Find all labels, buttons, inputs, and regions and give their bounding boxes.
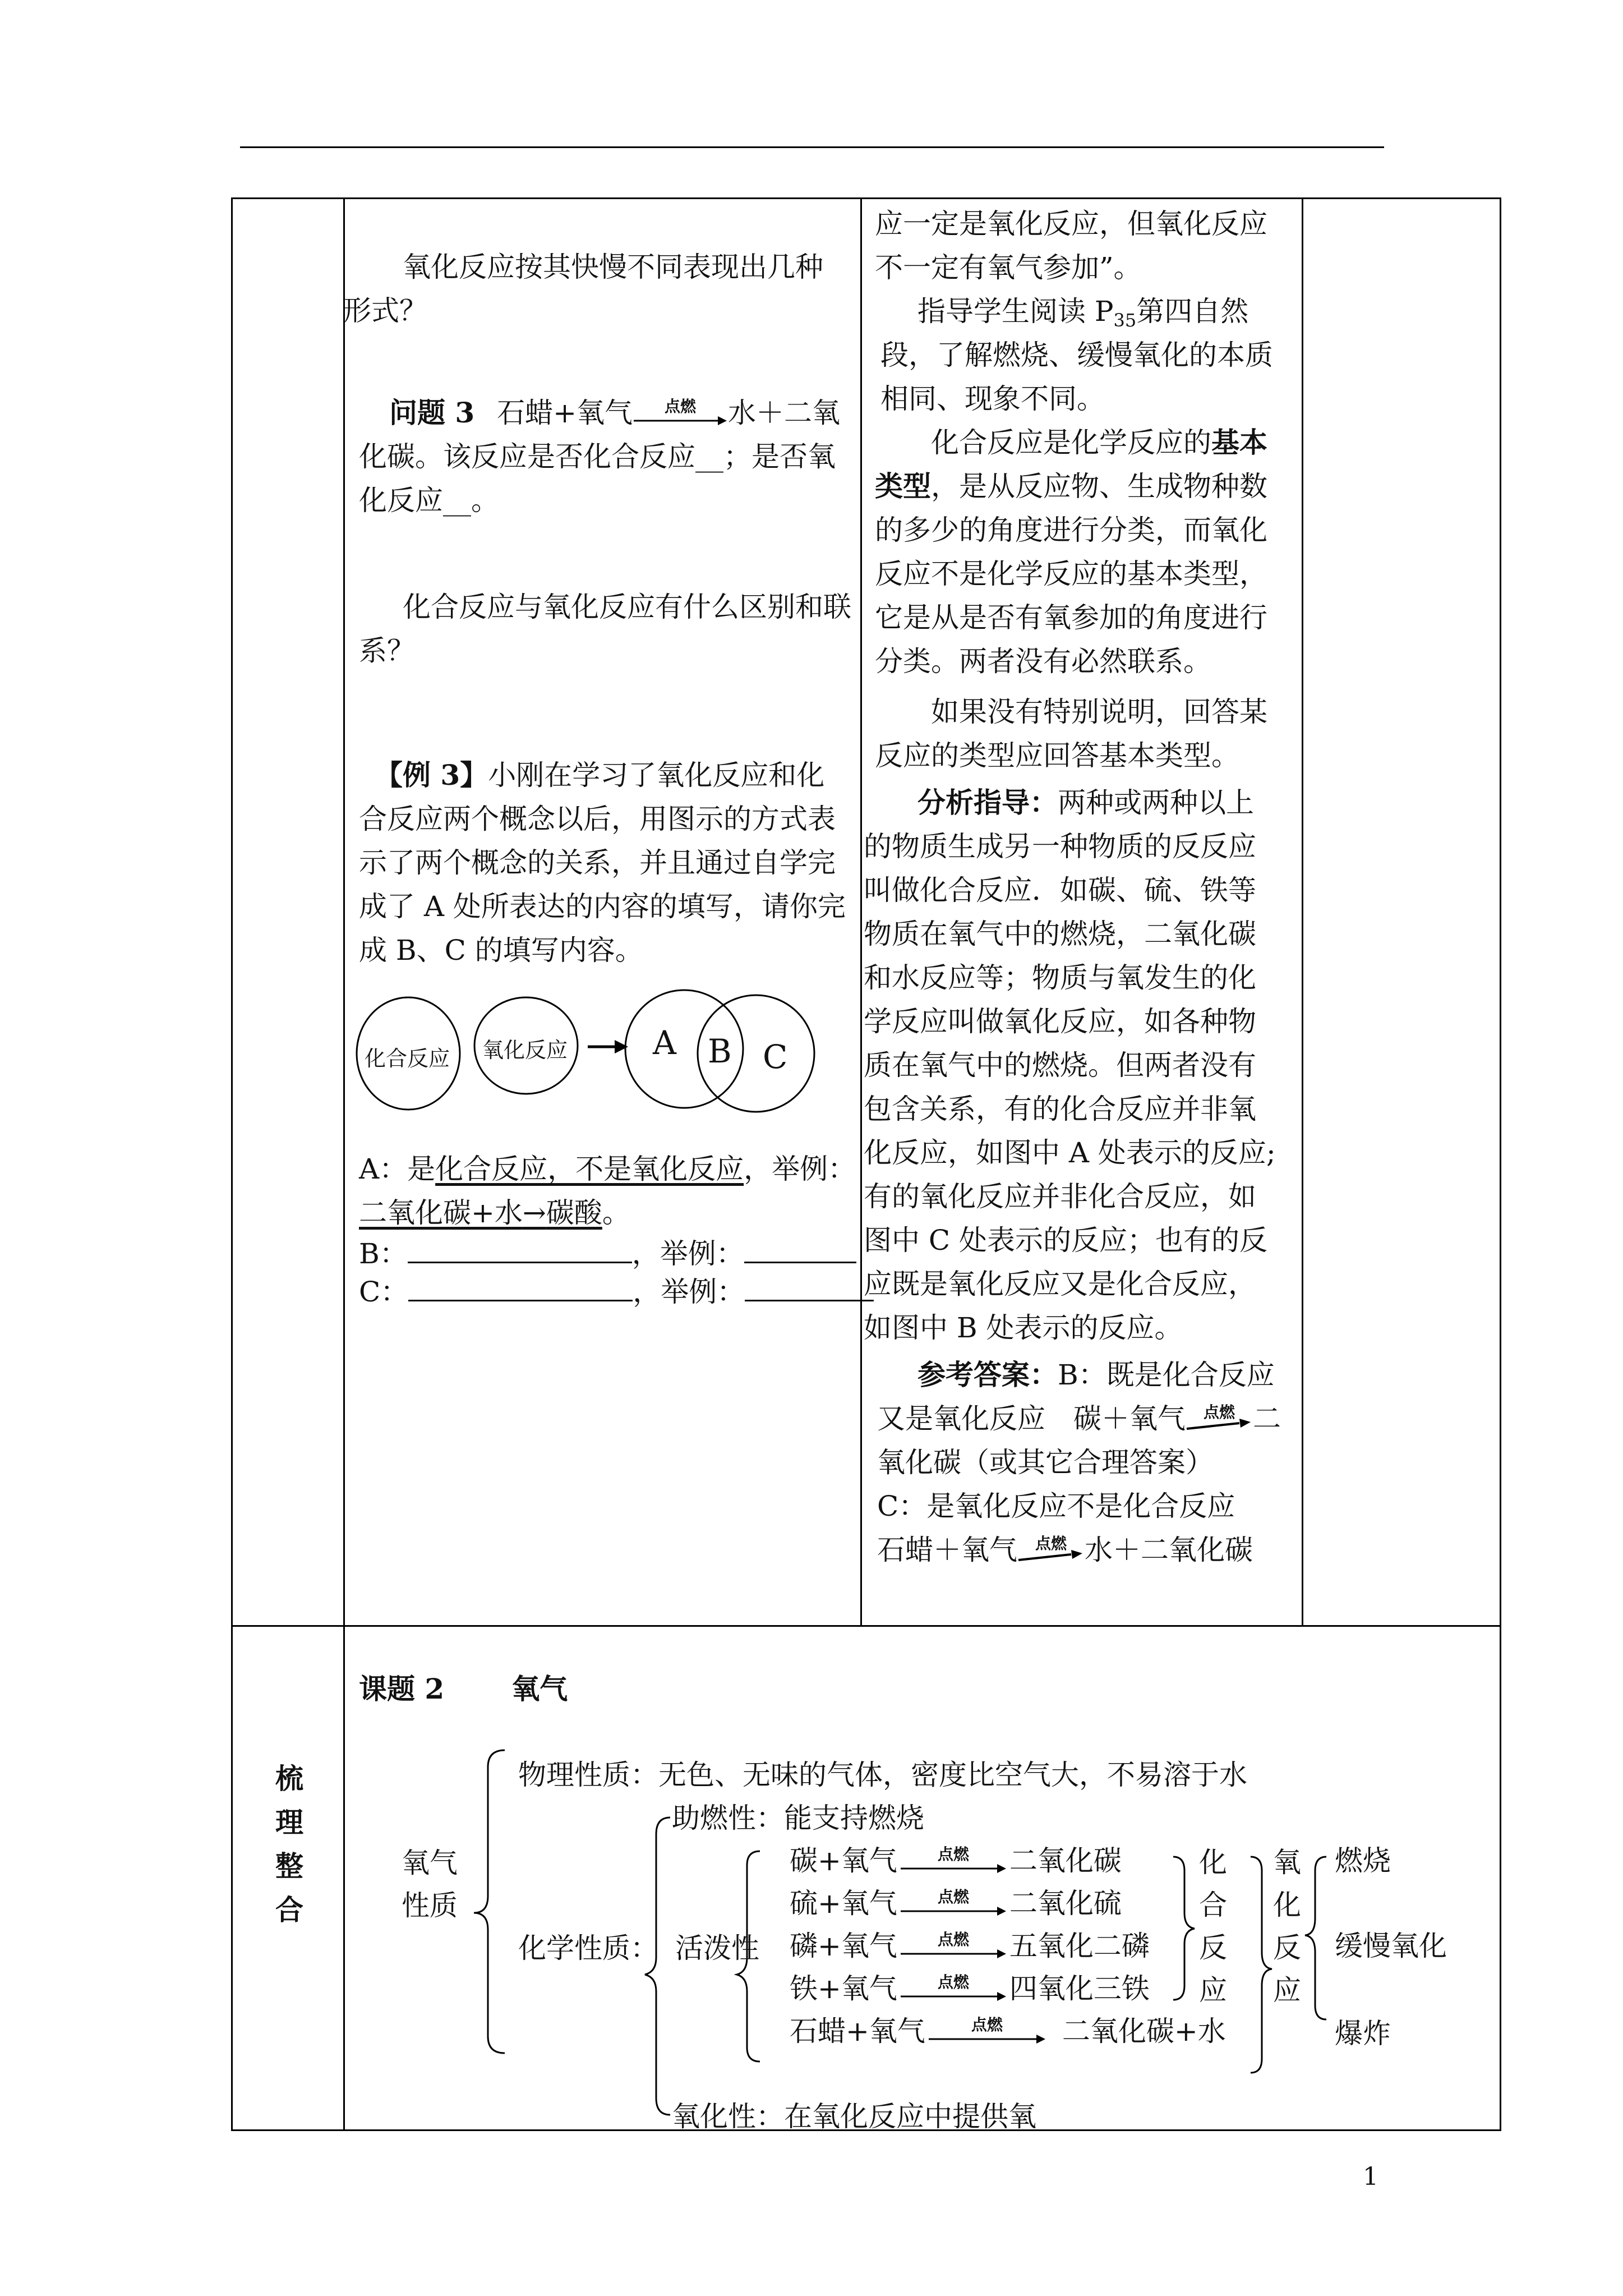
col3-basic-line-5: 它是从是否有氧参加的角度进行 <box>875 601 1267 634</box>
chemical-properties-label: 化学性质： <box>518 1932 658 1964</box>
question-3-line-1 <box>389 391 840 435</box>
col3-analysis-line-4: 物质在氧气中的燃烧，二氧化碳 <box>864 918 1256 950</box>
col3-analysis-line-6: 学反应叫做氧化反应，如各种物 <box>864 1005 1256 1038</box>
col3-analysis-line-10: 有的氧化反应并非化合反应，如 <box>864 1180 1256 1213</box>
answer-a-definition: 化合反应，不是氧化反应 <box>435 1153 744 1185</box>
col3-basic-line-3: 的多少的角度进行分类，而氧化 <box>875 514 1267 546</box>
question-relation-line-1: 化合反应与氧化反应有什么区别和联 <box>403 591 851 623</box>
col3-guide-line-2: 段，了解燃烧、缓慢氧化的本质 <box>880 339 1273 371</box>
col3-basic-line-6: 分类。两者没有必然联系。 <box>875 645 1211 678</box>
col3-note-line-1: 如果没有特别说明，回答某 <box>931 696 1267 728</box>
col3-answer-line-3: 氧化碳（或其它合理答案） <box>877 1446 1214 1479</box>
summary-title: 课题 2 氧气 <box>359 1672 568 1705</box>
ignite-arrow: 点燃 <box>897 1937 1009 1959</box>
reaction-phosphorus: 磷+氧气 点燃 五氧化二磷 <box>790 1930 1150 1962</box>
col3-answer-line-4: C：是氧化反应不是化合反应 <box>877 1490 1235 1522</box>
col3-analysis-line-8: 包含关系，有的化合反应并非氧 <box>864 1093 1256 1125</box>
col3-analysis-line-12: 应既是氧化反应又是化合反应， <box>864 1268 1256 1300</box>
ignite-arrow: 点燃 <box>897 1894 1009 1917</box>
ignite-arrow: 点燃 <box>897 1852 1009 1874</box>
oxygen-properties-line-2: 性质 <box>402 1889 458 1922</box>
answer-b-example-blank[interactable] <box>744 1239 856 1263</box>
question-3-label: 问题 3 <box>389 396 475 429</box>
col3-analysis-line-13: 如图中 B 处表示的反应。 <box>864 1312 1183 1344</box>
col3-top-line-2: 不一定有氧气参加”。 <box>875 251 1142 284</box>
reaction-carbon: 碳+氧气 点燃 二氧化碳 <box>790 1844 1122 1877</box>
col3-analysis-line-9: 化反应，如图中 A 处表示的反应; <box>864 1137 1276 1169</box>
ignite-arrow: 点燃 <box>1186 1410 1253 1432</box>
answer-c-example-blank[interactable] <box>745 1277 874 1301</box>
answer-b-blank[interactable] <box>408 1239 632 1263</box>
oxidation-reaction-label: 氧 化 反 应 <box>1273 1846 1301 2007</box>
example-3-line-5: 成 B、C 的填写内容。 <box>359 934 643 967</box>
col3-guide-line-1: 指导学生阅读 $P_{35}$第四自然 <box>917 295 1249 331</box>
header-rule <box>240 146 1384 148</box>
reaction-paraffin: 石蜡+氧气 点燃 二氧化碳+水 <box>790 2015 1226 2047</box>
question-3-products: 水＋二氧 <box>728 397 841 429</box>
summary-side-label: 梳 理 整 合 <box>275 1762 303 1926</box>
answer-c-blank[interactable] <box>408 1277 633 1301</box>
ignite-arrow: 点燃 <box>897 1980 1009 2002</box>
col3-top-line-1: 应一定是氧化反应，但氧化反应 <box>875 208 1267 240</box>
col3-analysis-line-7: 质在氧气中的燃烧。但两者没有 <box>864 1049 1256 1082</box>
ignite-arrow: 点燃 <box>633 404 728 426</box>
col-divider-3 <box>1302 197 1303 1626</box>
venn-label-a: A <box>653 1024 676 1062</box>
col3-analysis-line-3: 叫做化合反应．如碳、硫、铁等 <box>864 874 1256 907</box>
example-3-line-1: 【例 3】小刚在学习了氧化反应和化 <box>375 758 825 792</box>
question-3-line-3: 化反应__。 <box>359 484 499 517</box>
col3-analysis-line-2: 的物质生成另一种物质的反反应 <box>864 830 1256 863</box>
answer-a-line-1: A：是化合反应，不是氧化反应，举例： <box>359 1153 856 1185</box>
col3-basic-line-4: 反应不是化学反应的基本类型， <box>875 558 1267 590</box>
question-relation-line-2: 系？ <box>359 634 415 667</box>
form-slow-oxidation: 缓慢氧化 <box>1335 1930 1447 1962</box>
ignite-arrow: 点燃 <box>1017 1541 1085 1563</box>
question-forms-line-1: 氧化反应按其快慢不同表现出几种 <box>403 251 823 283</box>
col3-analysis-line-5: 和水反应等；物质与氧发生的化 <box>864 961 1256 994</box>
question-forms-line-2: 形式？ <box>343 295 427 327</box>
answer-c-line: C： ，举例： <box>359 1270 874 1314</box>
supports-combustion: 助燃性：能支持燃烧 <box>672 1802 924 1834</box>
reaction-sulfur: 硫+氧气 点燃 二氧化硫 <box>790 1887 1122 1920</box>
example-3-line-3: 示了两个概念的关系，并且通过自学完 <box>359 846 836 879</box>
col3-analysis-line-11: 图中 C 处表示的反应；也有的反 <box>864 1224 1268 1257</box>
venn-label-b: B <box>708 1032 732 1070</box>
answer-a-line-2: 二氧化碳+水→碳酸。 <box>359 1197 630 1229</box>
col3-answer-line-5: 石蜡＋氧气 点燃 水＋二氧化碳 <box>877 1534 1253 1566</box>
venn-label-oxidation: 氧化反应 <box>482 1038 568 1062</box>
oxygen-properties-line-1: 氧气 <box>402 1847 458 1879</box>
col-divider-2 <box>860 197 862 1626</box>
active-label: 活泼性 <box>675 1932 759 1964</box>
question-3-line-2: 化碳。该反应是否化合反应__；是否氧 <box>359 440 836 473</box>
example-3-line-4: 成了 A 处所表达的内容的填写，请你完 <box>359 890 846 923</box>
physical-properties: 物理性质：无色、无味的气体，密度比空气大，不易溶于水 <box>518 1759 1247 1791</box>
col3-basic-line-1: 化合反应是化学反应的基本 <box>931 426 1267 459</box>
reaction-iron: 铁+氧气 点燃 四氧化三铁 <box>790 1972 1150 2005</box>
row-divider <box>231 1625 1501 1627</box>
col3-basic-line-2: 类型，是从反应物、生成物种数 <box>875 470 1267 503</box>
example-3-label: 【例 3】 <box>375 758 488 792</box>
venn-label-c: C <box>763 1038 788 1076</box>
answer-a-example: 二氧化碳+水→碳酸 <box>359 1197 602 1229</box>
form-explosion: 爆炸 <box>1335 2017 1391 2050</box>
oxidizing-property: 氧化性：在氧化反应中提供氧 <box>672 2100 1036 2133</box>
ignite-arrow: 点燃 <box>925 2022 1049 2045</box>
answer-b-line: B： ，举例： <box>359 1232 856 1276</box>
combination-reaction-label: 化 合 反 应 <box>1199 1846 1227 2007</box>
col3-answer-line-2: 又是氧化反应 碳＋氧气 点燃 二 <box>877 1402 1281 1435</box>
col3-answer-line-1: 参考答案：B：既是化合反应 <box>917 1358 1275 1391</box>
col-divider-1 <box>343 197 345 2131</box>
col3-note-line-2: 反应的类型应回答基本类型。 <box>875 739 1239 772</box>
form-combustion: 燃烧 <box>1335 1844 1391 1877</box>
col3-guide-line-3: 相同、现象不同。 <box>880 383 1105 415</box>
page-number: 1 <box>1363 2162 1378 2191</box>
col3-analysis-line-1: 分析指导：两种或两种以上 <box>917 786 1254 819</box>
question-3-reactants: 石蜡+氧气 <box>497 397 633 429</box>
example-3-line-2: 合反应两个概念以后，用图示的方式表 <box>359 803 836 835</box>
venn-label-combination: 化合反应 <box>365 1046 450 1071</box>
